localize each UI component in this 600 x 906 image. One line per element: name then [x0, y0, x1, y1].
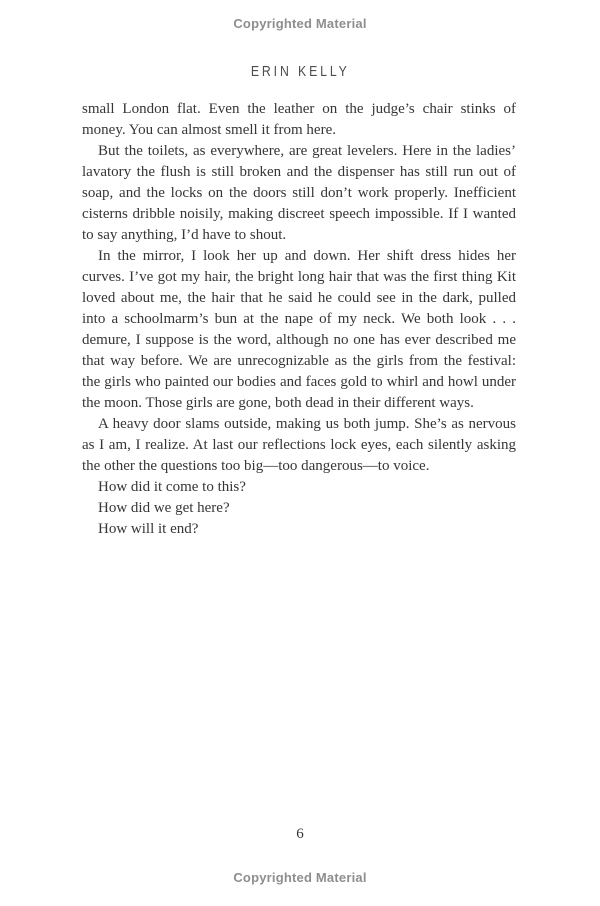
copyright-notice-bottom: Copyrighted Material — [233, 870, 367, 885]
paragraph: But the toilets, as everywhere, are great levelers. Here in the ladies’ lavatory the flush is still broken and the dispenser has still run out of soap, and the locks on the doors still don’t work properly. Inefficient cisterns dribble noisily, making discreet speech impossible. If I wanted to say anything, I’d have to shout. — [82, 143, 516, 243]
copyright-notice-top: Copyrighted Material — [233, 16, 367, 31]
paragraph: How will it end? — [98, 521, 199, 537]
author-name: ERIN KELLY — [250, 63, 350, 80]
paragraph: A heavy door slams outside, making us both jump. She’s as nervous as I am, I realize. At last our reflections lock eyes, each silently asking the other the questions too big—too dangerous—to voice. — [82, 416, 516, 474]
page-number: 6 — [296, 826, 304, 842]
page-body-text — [82, 99, 516, 540]
paragraph: small London flat. Even the leather on the judge’s chair stinks of money. You can almost smell it from here. — [82, 101, 516, 138]
running-header — [0, 63, 600, 81]
paragraph: In the mirror, I look her up and down. Her shift dress hides her curves. I’ve got my hair, the bright long hair that was the first thing Kit loved about me, the hair that he said he could see in the dark, pulled into a schoolmarm’s bun at the nape of my neck. We both look . . . demure, I suppose is the word, although no one has ever described me that way before. We are unrecognizable as the girls from the festival: the girls who painted our bodies and faces gold to whirl and howl under the moon. Those girls are gone, both dead in their different ways. — [82, 248, 516, 411]
paragraph: How did we get here? — [98, 500, 230, 516]
paragraph: How did it come to this? — [98, 479, 246, 495]
